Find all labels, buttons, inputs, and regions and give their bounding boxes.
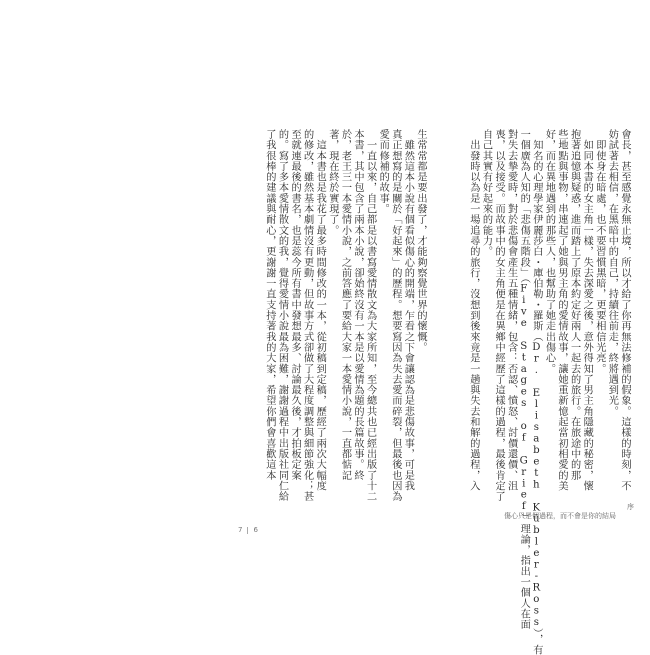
text-column: 妨試著去相信，在黑暗中的自己，持續往前走，終將遇到光。 [606, 129, 618, 417]
running-title: 傷心只是個過程，而不會是你的結局 [504, 512, 616, 520]
text-column: 至就連最後的書名，也是蕊今所有書中發想最多、討論最久後，才拍板定案 [289, 129, 301, 481]
page-numbers [238, 526, 258, 534]
text-column: 著，現在終於實現了。 [326, 129, 338, 236]
text-column: 些地點與事物，串連起了她與男主角的愛情故事，讓她重新憶起當初相愛的美 [556, 129, 568, 492]
left-page-text [236, 129, 426, 519]
text-column: 本書，其中包含了兩本小說，卻始終沒有一本是以愛情為題的長篇故事。終 [352, 129, 364, 481]
text-column: 抱著追憶與疑惑，進而踏上了原本約定好兩人一起去的旅行。在旅途中的那 [568, 129, 580, 481]
text-column: 生常常都是要出發了，才能夠察覺世界的懷慨。 [415, 129, 426, 353]
text-column: 好，而在異地遇到的那些人，也幫助了她走出傷心。 [543, 129, 555, 374]
text-column: 這本書也是我花了最多時間修改的一本，從初稿到定稿，歷經了兩次大幅度 [314, 129, 326, 492]
text-column: 會長，甚至感覺永無止境，所以才給了你再無法修補的假象。這樣的時刻，不 [619, 129, 630, 492]
text-column: 的修改，雖然基本劇情沒有更動，但故事方式卻做了大程度調整與細節強化；甚 [301, 129, 313, 502]
text-column: 真正想寫的是關於「好起來」的歷程。想要寫因為失去愛而碎裂，但最後也因為 [389, 129, 401, 502]
text-column: 如同本書的女主角一樣，失去深愛之後，意外得知了男主角隱藏的秘密，懷 [581, 129, 593, 492]
text-column: 的。寫了多本愛情散文的我，覺得愛情小說最為困難，謝謝過程中出版社同仁給 [276, 129, 288, 502]
text-column: 出發時以為是一場追尋的旅行，沒想到後來竟是一趟與失去和解的過程，入 [467, 129, 479, 492]
section-label: 序 [627, 503, 634, 511]
text-column: 自己其實有好起來的能力。 [480, 129, 492, 257]
text-column: 雖然這本小說有個看似傷心的開端，乍看之下會讓認為是悲傷故事，可是我 [402, 129, 414, 492]
right-page-text [440, 129, 630, 655]
text-column: 對失去摯愛時，對於悲傷會產生五種情緒，包含：否認、憤怒、討價還價、沮 [505, 129, 517, 492]
text-column: 一個廣為人知的「悲傷五階段」（Five Stages of Grief）理論，指出一個人在面 [518, 129, 530, 630]
text-column: 於，老王三一本愛情小說，之前答應了要給大家一本愛情小說，一直都惦記 [339, 129, 351, 481]
page-number: 6 [253, 526, 258, 534]
text-column: 了我很棒的建議與耐心，更謝謝一直支持著我的大家，希望你們會喜歡這本 [263, 129, 275, 481]
text-column: 一直以來，自己都是以書寫愛情散文為大家所知，至今總共也已經出版了十二 [364, 129, 376, 502]
text-column: 知名的心理學家伊麗莎白・庫伯勒・羅斯（Dr. Elisabeth Kübler-Ross），有 [530, 129, 542, 655]
folio-divider [247, 527, 248, 534]
text-column: 愛而修補的故事。 [377, 129, 389, 215]
running-footer [504, 503, 634, 521]
text-column: 喪，以及接受。而故事中的女主角便是在異鄉中經歷了這樣的過程，最後肯定了 [493, 129, 505, 502]
page-number: 7 [238, 526, 243, 534]
text-column: 即使身在暗處，也不要習慣黑暗，更要相信光亮。 [593, 129, 605, 374]
